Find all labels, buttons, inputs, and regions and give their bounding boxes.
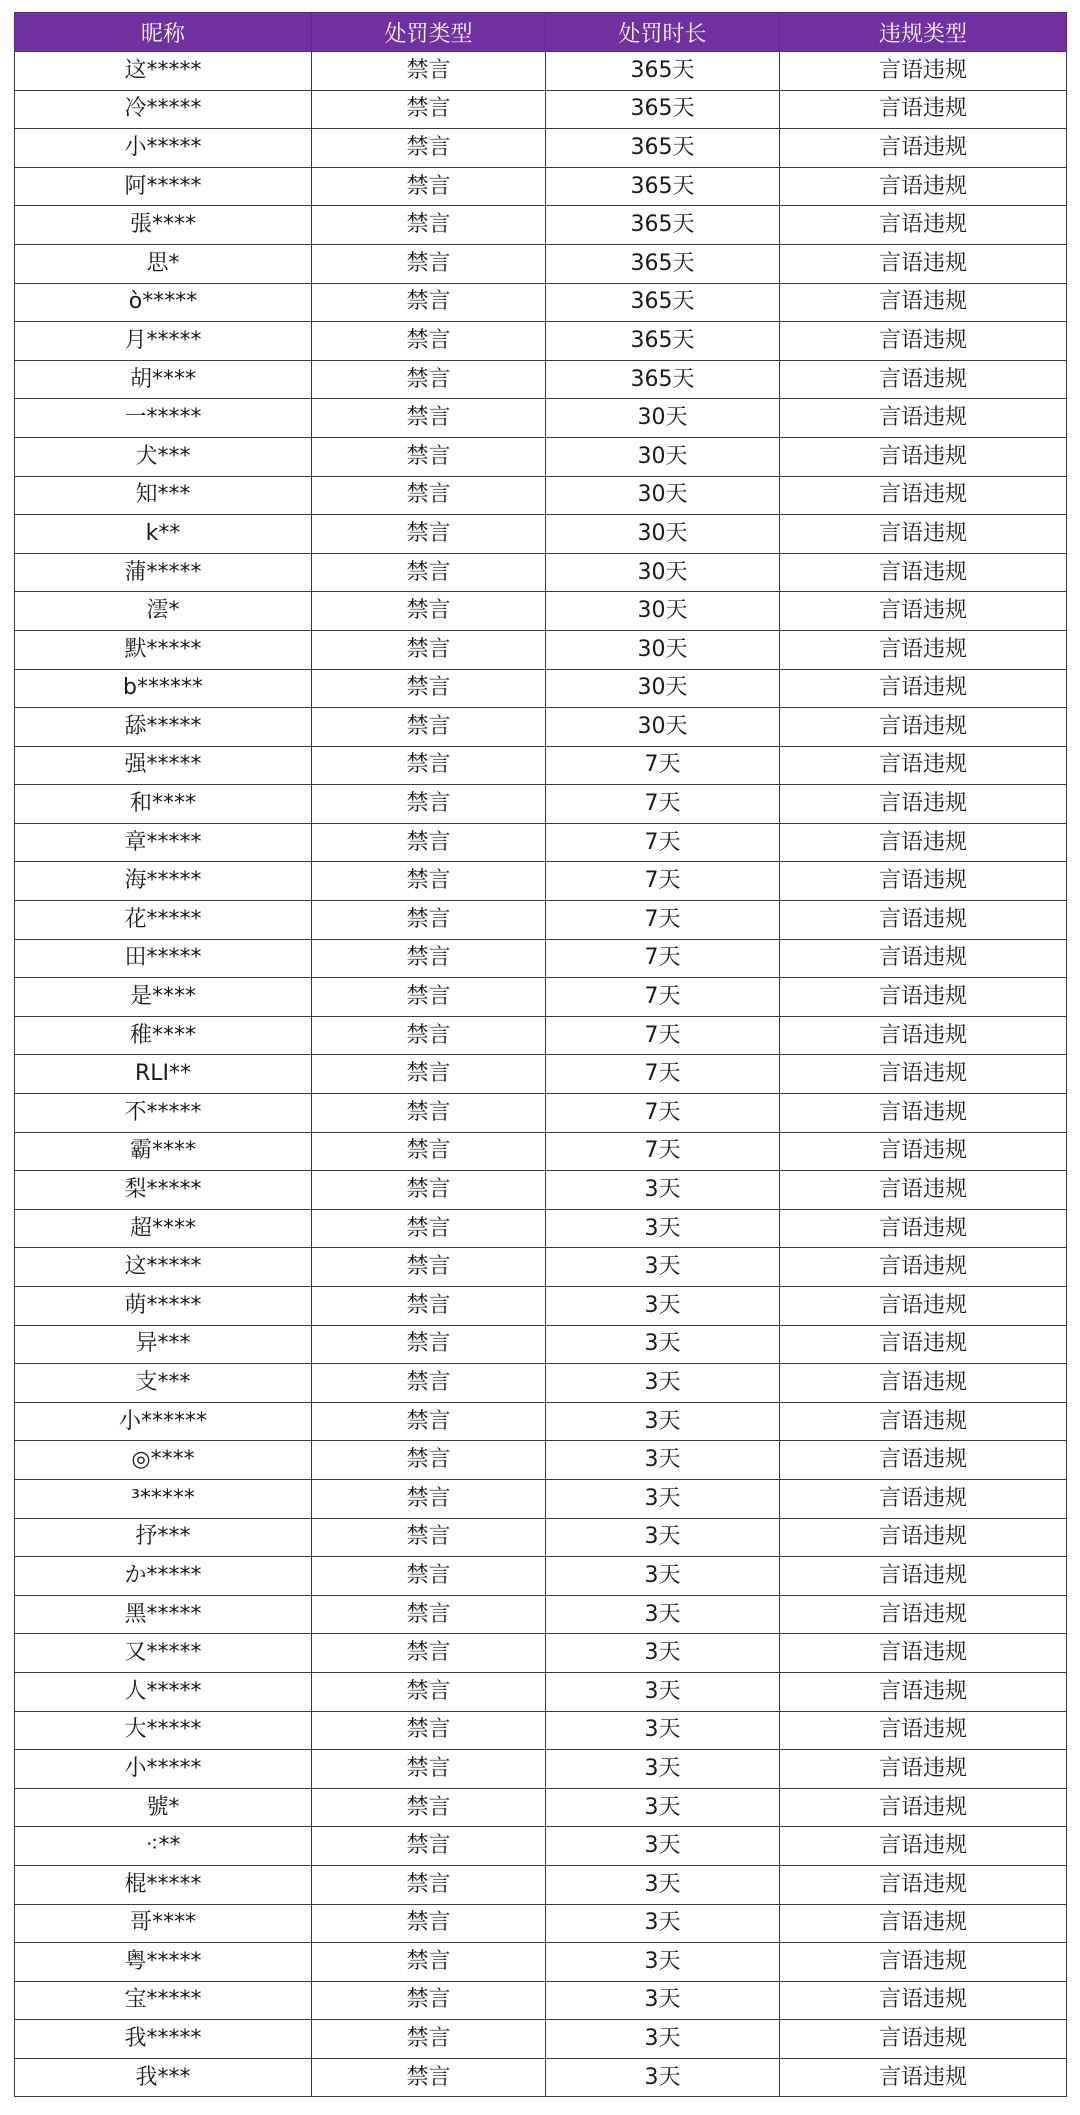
cell-penalty-duration: 365天	[546, 206, 780, 245]
cell-nickname: 梨*****	[15, 1171, 312, 1210]
cell-penalty-duration: 3天	[546, 1711, 780, 1750]
cell-penalty-type: 禁言	[312, 669, 546, 708]
cell-violation-type: 言语违规	[780, 1981, 1067, 2020]
cell-penalty-type: 禁言	[312, 1672, 546, 1711]
cell-penalty-duration: 365天	[546, 244, 780, 283]
table-row	[15, 1016, 1067, 1055]
cell-penalty-duration: 30天	[546, 592, 780, 631]
cell-violation-type: 言语违规	[780, 1943, 1067, 1982]
cell-penalty-type: 禁言	[312, 360, 546, 399]
table-row	[15, 1479, 1067, 1518]
cell-nickname: か*****	[15, 1557, 312, 1596]
cell-nickname: 默*****	[15, 630, 312, 669]
table-row	[15, 1248, 1067, 1287]
cell-nickname: 知***	[15, 476, 312, 515]
cell-nickname: ò*****	[15, 283, 312, 322]
cell-penalty-type: 禁言	[312, 1402, 546, 1441]
table-row	[15, 476, 1067, 515]
cell-penalty-duration: 3天	[546, 1750, 780, 1789]
cell-nickname: RLI**	[15, 1055, 312, 1094]
cell-violation-type: 言语违规	[780, 1904, 1067, 1943]
table-row	[15, 437, 1067, 476]
cell-penalty-type: 禁言	[312, 1943, 546, 1982]
cell-violation-type: 言语违规	[780, 129, 1067, 168]
cell-nickname: 粤*****	[15, 1943, 312, 1982]
cell-violation-type: 言语违规	[780, 1634, 1067, 1673]
cell-nickname: 黑*****	[15, 1595, 312, 1634]
cell-penalty-duration: 30天	[546, 708, 780, 747]
cell-nickname: 冷*****	[15, 90, 312, 129]
cell-nickname: ⁖**	[15, 1827, 312, 1866]
cell-penalty-duration: 7天	[546, 862, 780, 901]
cell-violation-type: 言语违规	[780, 1557, 1067, 1596]
table-row	[15, 553, 1067, 592]
cell-penalty-duration: 3天	[546, 1248, 780, 1287]
cell-penalty-duration: 7天	[546, 1016, 780, 1055]
cell-penalty-type: 禁言	[312, 939, 546, 978]
table-row	[15, 1557, 1067, 1596]
cell-nickname: 章*****	[15, 823, 312, 862]
cell-penalty-duration: 7天	[546, 978, 780, 1017]
cell-penalty-duration: 3天	[546, 1171, 780, 1210]
cell-violation-type: 言语违规	[780, 1132, 1067, 1171]
cell-penalty-type: 禁言	[312, 1634, 546, 1673]
cell-nickname: 號*	[15, 1788, 312, 1827]
cell-nickname: 支***	[15, 1364, 312, 1403]
cell-violation-type: 言语违规	[780, 901, 1067, 940]
table-row	[15, 52, 1067, 91]
cell-penalty-type: 禁言	[312, 823, 546, 862]
table-row	[15, 1094, 1067, 1133]
cell-violation-type: 言语违规	[780, 1827, 1067, 1866]
cell-penalty-duration: 7天	[546, 901, 780, 940]
cell-penalty-type: 禁言	[312, 1865, 546, 1904]
cell-violation-type: 言语违规	[780, 399, 1067, 438]
cell-penalty-duration: 30天	[546, 515, 780, 554]
cell-penalty-type: 禁言	[312, 283, 546, 322]
cell-penalty-duration: 7天	[546, 1094, 780, 1133]
cell-penalty-duration: 365天	[546, 360, 780, 399]
column-header-penalty-duration: 处罚时长	[546, 13, 780, 52]
cell-nickname: 阿*****	[15, 167, 312, 206]
cell-nickname: 蒲*****	[15, 553, 312, 592]
cell-nickname: 月*****	[15, 322, 312, 361]
table-row	[15, 1750, 1067, 1789]
cell-penalty-type: 禁言	[312, 515, 546, 554]
cell-violation-type: 言语违规	[780, 360, 1067, 399]
cell-violation-type: 言语违规	[780, 2020, 1067, 2059]
cell-violation-type: 言语违规	[780, 1595, 1067, 1634]
cell-nickname: 舔*****	[15, 708, 312, 747]
cell-penalty-type: 禁言	[312, 322, 546, 361]
table-row	[15, 1943, 1067, 1982]
cell-nickname: 是****	[15, 978, 312, 1017]
cell-penalty-type: 禁言	[312, 785, 546, 824]
table-row	[15, 630, 1067, 669]
cell-penalty-duration: 7天	[546, 939, 780, 978]
cell-penalty-type: 禁言	[312, 1827, 546, 1866]
cell-violation-type: 言语违规	[780, 669, 1067, 708]
cell-penalty-duration: 3天	[546, 1557, 780, 1596]
cell-violation-type: 言语违规	[780, 1209, 1067, 1248]
table-row	[15, 862, 1067, 901]
table-row	[15, 129, 1067, 168]
cell-violation-type: 言语违规	[780, 708, 1067, 747]
cell-penalty-duration: 3天	[546, 1981, 780, 2020]
cell-penalty-type: 禁言	[312, 1479, 546, 1518]
cell-penalty-duration: 365天	[546, 90, 780, 129]
table-row	[15, 1209, 1067, 1248]
table-row	[15, 901, 1067, 940]
cell-nickname: 思*	[15, 244, 312, 283]
cell-penalty-duration: 365天	[546, 283, 780, 322]
cell-nickname: 和****	[15, 785, 312, 824]
cell-penalty-type: 禁言	[312, 592, 546, 631]
table-row	[15, 939, 1067, 978]
cell-penalty-type: 禁言	[312, 746, 546, 785]
cell-nickname: 小******	[15, 1402, 312, 1441]
table-row	[15, 399, 1067, 438]
cell-penalty-duration: 3天	[546, 1634, 780, 1673]
cell-penalty-type: 禁言	[312, 1055, 546, 1094]
cell-penalty-duration: 3天	[546, 1325, 780, 1364]
cell-nickname: 霸****	[15, 1132, 312, 1171]
table-row	[15, 1634, 1067, 1673]
table-row	[15, 1055, 1067, 1094]
cell-penalty-type: 禁言	[312, 129, 546, 168]
cell-penalty-duration: 3天	[546, 1595, 780, 1634]
cell-penalty-type: 禁言	[312, 1171, 546, 1210]
table-row	[15, 1171, 1067, 1210]
table-row	[15, 592, 1067, 631]
cell-violation-type: 言语违规	[780, 1171, 1067, 1210]
cell-penalty-type: 禁言	[312, 52, 546, 91]
table-row	[15, 669, 1067, 708]
cell-penalty-duration: 30天	[546, 476, 780, 515]
table-body	[15, 52, 1067, 2097]
cell-penalty-duration: 30天	[546, 399, 780, 438]
table-row	[15, 244, 1067, 283]
table-row	[15, 1711, 1067, 1750]
cell-nickname: 張****	[15, 206, 312, 245]
cell-penalty-duration: 3天	[546, 1402, 780, 1441]
table-row	[15, 708, 1067, 747]
table-row	[15, 1788, 1067, 1827]
cell-penalty-type: 禁言	[312, 1518, 546, 1557]
cell-nickname: 人*****	[15, 1672, 312, 1711]
cell-violation-type: 言语违规	[780, 823, 1067, 862]
column-header-violation-type: 违规类型	[780, 13, 1067, 52]
cell-penalty-type: 禁言	[312, 1132, 546, 1171]
column-header-nickname: 昵称	[15, 13, 312, 52]
cell-nickname: 稚****	[15, 1016, 312, 1055]
cell-penalty-duration: 3天	[546, 1479, 780, 1518]
cell-penalty-duration: 3天	[546, 1672, 780, 1711]
cell-penalty-type: 禁言	[312, 1248, 546, 1287]
cell-penalty-type: 禁言	[312, 553, 546, 592]
cell-penalty-duration: 7天	[546, 823, 780, 862]
cell-violation-type: 言语违规	[780, 939, 1067, 978]
cell-violation-type: 言语违规	[780, 90, 1067, 129]
cell-penalty-type: 禁言	[312, 1595, 546, 1634]
cell-penalty-duration: 365天	[546, 52, 780, 91]
cell-penalty-duration: 3天	[546, 1827, 780, 1866]
table-header-row	[15, 13, 1067, 52]
cell-penalty-duration: 3天	[546, 1788, 780, 1827]
cell-violation-type: 言语违规	[780, 515, 1067, 554]
cell-violation-type: 言语违规	[780, 476, 1067, 515]
cell-penalty-type: 禁言	[312, 978, 546, 1017]
cell-violation-type: 言语违规	[780, 1248, 1067, 1287]
cell-penalty-type: 禁言	[312, 901, 546, 940]
table-row	[15, 1132, 1067, 1171]
cell-penalty-type: 禁言	[312, 206, 546, 245]
cell-penalty-type: 禁言	[312, 90, 546, 129]
cell-nickname: 小*****	[15, 1750, 312, 1789]
cell-violation-type: 言语违规	[780, 630, 1067, 669]
cell-violation-type: 言语违规	[780, 978, 1067, 1017]
column-header-penalty-type: 处罚类型	[312, 13, 546, 52]
cell-violation-type: 言语违规	[780, 1402, 1067, 1441]
cell-violation-type: 言语违规	[780, 1788, 1067, 1827]
cell-nickname: 抒***	[15, 1518, 312, 1557]
cell-nickname: 小*****	[15, 129, 312, 168]
cell-nickname: 大*****	[15, 1711, 312, 1750]
cell-nickname: 哥****	[15, 1904, 312, 1943]
cell-nickname: 花*****	[15, 901, 312, 940]
table-row	[15, 1287, 1067, 1326]
cell-penalty-type: 禁言	[312, 1711, 546, 1750]
cell-penalty-type: 禁言	[312, 708, 546, 747]
cell-nickname: b******	[15, 669, 312, 708]
cell-violation-type: 言语违规	[780, 167, 1067, 206]
table-row	[15, 1402, 1067, 1441]
table-row	[15, 746, 1067, 785]
cell-nickname: 强*****	[15, 746, 312, 785]
cell-violation-type: 言语违规	[780, 206, 1067, 245]
table-row	[15, 1595, 1067, 1634]
cell-penalty-type: 禁言	[312, 1904, 546, 1943]
cell-nickname: 异***	[15, 1325, 312, 1364]
cell-nickname: 犬***	[15, 437, 312, 476]
penalty-table	[14, 12, 1067, 2097]
cell-violation-type: 言语违规	[780, 1750, 1067, 1789]
cell-penalty-duration: 365天	[546, 129, 780, 168]
cell-penalty-type: 禁言	[312, 1094, 546, 1133]
penalty-table-container	[14, 12, 1066, 2097]
cell-penalty-type: 禁言	[312, 2020, 546, 2059]
cell-penalty-duration: 3天	[546, 1364, 780, 1403]
cell-penalty-duration: 7天	[546, 1132, 780, 1171]
cell-nickname: 我***	[15, 2058, 312, 2097]
cell-nickname: 这*****	[15, 1248, 312, 1287]
cell-nickname: k**	[15, 515, 312, 554]
table-row	[15, 360, 1067, 399]
cell-violation-type: 言语违规	[780, 322, 1067, 361]
cell-violation-type: 言语违规	[780, 1016, 1067, 1055]
cell-penalty-duration: 365天	[546, 167, 780, 206]
cell-penalty-type: 禁言	[312, 1016, 546, 1055]
cell-violation-type: 言语违规	[780, 1325, 1067, 1364]
cell-violation-type: 言语违规	[780, 2058, 1067, 2097]
cell-violation-type: 言语违规	[780, 1287, 1067, 1326]
table-row	[15, 1865, 1067, 1904]
cell-penalty-type: 禁言	[312, 399, 546, 438]
table-row	[15, 1325, 1067, 1364]
cell-nickname: 海*****	[15, 862, 312, 901]
table-row	[15, 978, 1067, 1017]
cell-nickname: 萌*****	[15, 1287, 312, 1326]
cell-violation-type: 言语违规	[780, 592, 1067, 631]
cell-nickname: 不*****	[15, 1094, 312, 1133]
cell-penalty-duration: 3天	[546, 2058, 780, 2097]
cell-penalty-duration: 30天	[546, 437, 780, 476]
cell-penalty-duration: 30天	[546, 630, 780, 669]
cell-violation-type: 言语违规	[780, 1711, 1067, 1750]
cell-violation-type: 言语违规	[780, 1441, 1067, 1480]
cell-violation-type: 言语违规	[780, 52, 1067, 91]
table-row	[15, 1827, 1067, 1866]
cell-penalty-type: 禁言	[312, 1287, 546, 1326]
table-row	[15, 1672, 1067, 1711]
cell-penalty-type: 禁言	[312, 1364, 546, 1403]
cell-violation-type: 言语违规	[780, 1364, 1067, 1403]
cell-penalty-duration: 3天	[546, 1287, 780, 1326]
cell-penalty-duration: 3天	[546, 2020, 780, 2059]
table-row	[15, 206, 1067, 245]
cell-penalty-type: 禁言	[312, 1981, 546, 2020]
cell-violation-type: 言语违规	[780, 244, 1067, 283]
cell-violation-type: 言语违规	[780, 1865, 1067, 1904]
cell-penalty-type: 禁言	[312, 1325, 546, 1364]
cell-penalty-duration: 3天	[546, 1904, 780, 1943]
table-row	[15, 785, 1067, 824]
cell-penalty-duration: 30天	[546, 553, 780, 592]
table-row	[15, 2020, 1067, 2059]
table-row	[15, 1364, 1067, 1403]
cell-violation-type: 言语违规	[780, 1518, 1067, 1557]
cell-nickname: 田*****	[15, 939, 312, 978]
cell-penalty-type: 禁言	[312, 476, 546, 515]
cell-violation-type: 言语违规	[780, 1055, 1067, 1094]
table-row	[15, 1518, 1067, 1557]
cell-violation-type: 言语违规	[780, 1672, 1067, 1711]
cell-nickname: ³*****	[15, 1479, 312, 1518]
table-row	[15, 1981, 1067, 2020]
cell-penalty-duration: 3天	[546, 1518, 780, 1557]
cell-violation-type: 言语违规	[780, 785, 1067, 824]
cell-penalty-type: 禁言	[312, 1750, 546, 1789]
cell-penalty-duration: 7天	[546, 785, 780, 824]
cell-penalty-type: 禁言	[312, 862, 546, 901]
cell-violation-type: 言语违规	[780, 1479, 1067, 1518]
cell-penalty-duration: 365天	[546, 322, 780, 361]
cell-nickname: 这*****	[15, 52, 312, 91]
cell-violation-type: 言语违规	[780, 862, 1067, 901]
cell-penalty-duration: 3天	[546, 1943, 780, 1982]
cell-nickname: 棍*****	[15, 1865, 312, 1904]
cell-penalty-duration: 3天	[546, 1209, 780, 1248]
table-row	[15, 90, 1067, 129]
cell-penalty-duration: 30天	[546, 669, 780, 708]
cell-penalty-type: 禁言	[312, 1441, 546, 1480]
cell-penalty-type: 禁言	[312, 1209, 546, 1248]
cell-nickname: 胡****	[15, 360, 312, 399]
cell-nickname: 一*****	[15, 399, 312, 438]
table-row	[15, 515, 1067, 554]
cell-penalty-type: 禁言	[312, 244, 546, 283]
table-row	[15, 2058, 1067, 2097]
table-row	[15, 1441, 1067, 1480]
cell-penalty-type: 禁言	[312, 1788, 546, 1827]
cell-penalty-type: 禁言	[312, 2058, 546, 2097]
cell-penalty-duration: 7天	[546, 1055, 780, 1094]
table-row	[15, 167, 1067, 206]
cell-violation-type: 言语违规	[780, 746, 1067, 785]
cell-penalty-type: 禁言	[312, 1557, 546, 1596]
cell-nickname: 我*****	[15, 2020, 312, 2059]
cell-penalty-duration: 3天	[546, 1865, 780, 1904]
cell-penalty-type: 禁言	[312, 167, 546, 206]
cell-violation-type: 言语违规	[780, 437, 1067, 476]
cell-nickname: 超****	[15, 1209, 312, 1248]
cell-violation-type: 言语违规	[780, 553, 1067, 592]
table-row	[15, 322, 1067, 361]
cell-penalty-duration: 3天	[546, 1441, 780, 1480]
table-row	[15, 283, 1067, 322]
cell-penalty-type: 禁言	[312, 630, 546, 669]
cell-penalty-type: 禁言	[312, 437, 546, 476]
cell-nickname: ◎****	[15, 1441, 312, 1480]
cell-violation-type: 言语违规	[780, 283, 1067, 322]
cell-nickname: 宝*****	[15, 1981, 312, 2020]
cell-nickname: 又*****	[15, 1634, 312, 1673]
table-row	[15, 823, 1067, 862]
cell-nickname: 澐*	[15, 592, 312, 631]
table-row	[15, 1904, 1067, 1943]
cell-violation-type: 言语违规	[780, 1094, 1067, 1133]
cell-penalty-duration: 7天	[546, 746, 780, 785]
